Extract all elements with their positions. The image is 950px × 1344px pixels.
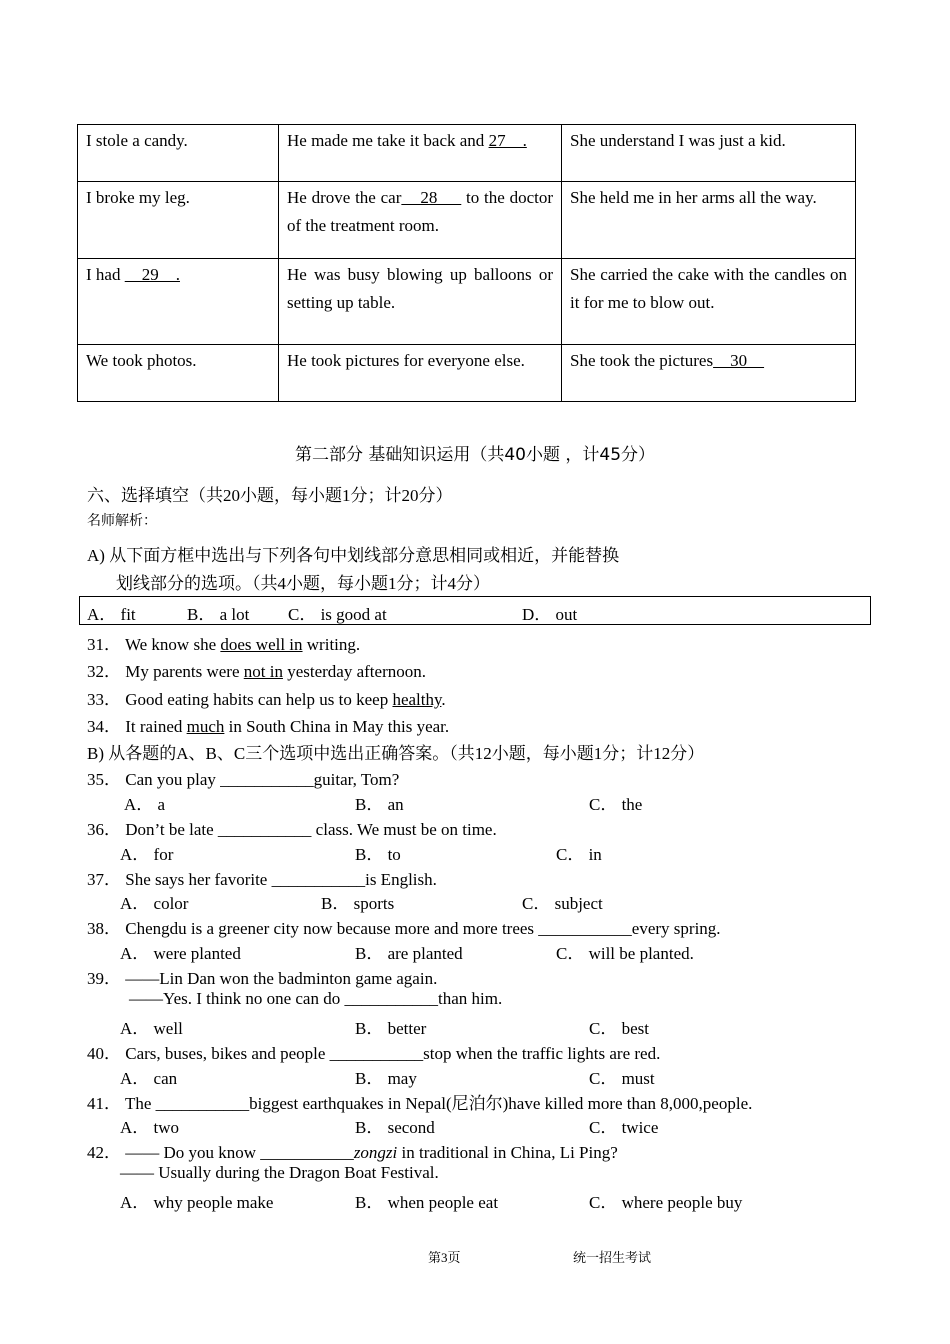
table-cell: He took pictures for everyone else. bbox=[279, 345, 562, 402]
q35-option-c: C． the bbox=[589, 795, 643, 814]
box-option-a: A． fit bbox=[87, 605, 136, 624]
page-number: 第3页 bbox=[428, 1250, 461, 1265]
question-34: 34． It rained much in South China in May this year. bbox=[87, 717, 450, 736]
q40-option-c: C． must bbox=[589, 1069, 655, 1088]
table-cell: We took photos. bbox=[78, 345, 279, 402]
question-42-reply: —— Usually during the Dragon Boat Festival. bbox=[120, 1163, 439, 1182]
question-41: 41． The ___________biggest earthquakes in Nepal(尼泊尔)have killed more than 8,000,people. bbox=[87, 1094, 753, 1113]
question-35: 35． Can you play ___________guitar, Tom? bbox=[87, 770, 400, 789]
part2-title: 第二部分 基础知识运用（共40小题 ，计45分） bbox=[294, 445, 656, 465]
q41-option-a: A． two bbox=[120, 1118, 180, 1137]
partB-instruction: B) 从各题的A、B、C三个选项中选出正确答案。（共12小题，每小题1分；计12分） bbox=[87, 744, 705, 763]
q40-option-b: B． may bbox=[355, 1069, 417, 1088]
exam-name: 统一招生考试 bbox=[573, 1250, 652, 1265]
question-39: 39． ——Lin Dan won the badminton game again. bbox=[87, 969, 438, 988]
q35-option-a: A． a bbox=[124, 795, 166, 814]
q42-option-a: A． why people make bbox=[120, 1193, 274, 1212]
question-32: 32． My parents were not in yesterday afternoon. bbox=[87, 662, 426, 681]
q40-option-a: A． can bbox=[120, 1069, 178, 1088]
question-40: 40． Cars, buses, bikes and people ___________stop when the traffic lights are red. bbox=[87, 1044, 661, 1063]
partA-instruction-cont: 划线部分的选项。（共4小题，每小题1分；计4分） bbox=[116, 574, 490, 593]
box-option-c: C． is good at bbox=[288, 605, 387, 624]
q37-option-b: B． sports bbox=[321, 894, 395, 913]
table-cell: I stole a candy. bbox=[78, 125, 279, 182]
question-42: 42． —— Do you know ___________zongzi in traditional in China, Li Ping? bbox=[87, 1143, 618, 1162]
blank-30: 30 bbox=[713, 351, 765, 370]
q36-option-c: C． in bbox=[556, 845, 602, 864]
table-cell: I broke my leg. bbox=[78, 182, 279, 259]
table-row bbox=[78, 125, 856, 182]
table-cell: He was busy blowing up balloons or setting up table. bbox=[279, 259, 562, 345]
table-row bbox=[78, 345, 856, 402]
q42-option-b: B． when people eat bbox=[355, 1193, 499, 1212]
table-cell: She held me in her arms all the way. bbox=[562, 182, 856, 259]
table-cell: She took the pictures 30 bbox=[562, 345, 856, 402]
question-37: 37． She says her favorite ___________is English. bbox=[87, 870, 437, 889]
q36-option-b: B． to bbox=[355, 845, 401, 864]
table-cell: She carried the cake with the candles on it for me to blow out. bbox=[562, 259, 856, 345]
blank-29: 29 . bbox=[124, 265, 180, 284]
story-table bbox=[77, 124, 856, 402]
blank-28: 28 bbox=[401, 188, 462, 207]
table-cell: He made me take it back and 27 . bbox=[279, 125, 562, 182]
question-33: 33． Good eating habits can help us to keep healthy. bbox=[87, 690, 446, 709]
question-31: 31． We know she does well in writing. bbox=[87, 635, 361, 654]
q39-option-b: B． better bbox=[355, 1019, 427, 1038]
partA-instruction: A) 从下面方框中选出与下列各句中划线部分意思相同或相近，并能替换 bbox=[87, 546, 620, 565]
section6-heading: 六、选择填空（共20小题，每小题1分；计20分） bbox=[87, 486, 453, 505]
q36-option-a: A． for bbox=[120, 845, 174, 864]
blank-27: 27 . bbox=[488, 131, 527, 150]
q35-option-b: B． an bbox=[355, 795, 404, 814]
table-cell: He drove the car 28 to the doctor of the treatment room. bbox=[279, 182, 562, 259]
options-box bbox=[79, 596, 871, 625]
q38-option-a: A． were planted bbox=[120, 944, 241, 963]
table-row bbox=[78, 182, 856, 259]
q42-option-c: C． where people buy bbox=[589, 1193, 743, 1212]
q41-option-b: B． second bbox=[355, 1118, 435, 1137]
q39-option-a: A． well bbox=[120, 1019, 183, 1038]
table-cell: She understand I was just a kid. bbox=[562, 125, 856, 182]
q37-option-c: C． subject bbox=[522, 894, 603, 913]
question-39-reply: ——Yes. I think no one can do ___________than him. bbox=[129, 989, 503, 1008]
q38-option-b: B． are planted bbox=[355, 944, 463, 963]
box-option-d: D． out bbox=[522, 605, 578, 624]
table-cell: I had 29 . bbox=[78, 259, 279, 345]
q37-option-a: A． color bbox=[120, 894, 189, 913]
table-row bbox=[78, 259, 856, 345]
question-36: 36． Don’t be late ___________ class. We must be on time. bbox=[87, 820, 497, 839]
q38-option-c: C． will be planted. bbox=[556, 944, 694, 963]
box-option-b: B． a lot bbox=[187, 605, 250, 624]
q41-option-c: C． twice bbox=[589, 1118, 659, 1137]
question-38: 38． Chengdu is a greener city now because more and more trees ___________every spring. bbox=[87, 919, 721, 938]
teacher-note: 名师解析： bbox=[87, 514, 157, 529]
q39-option-c: C． best bbox=[589, 1019, 649, 1038]
